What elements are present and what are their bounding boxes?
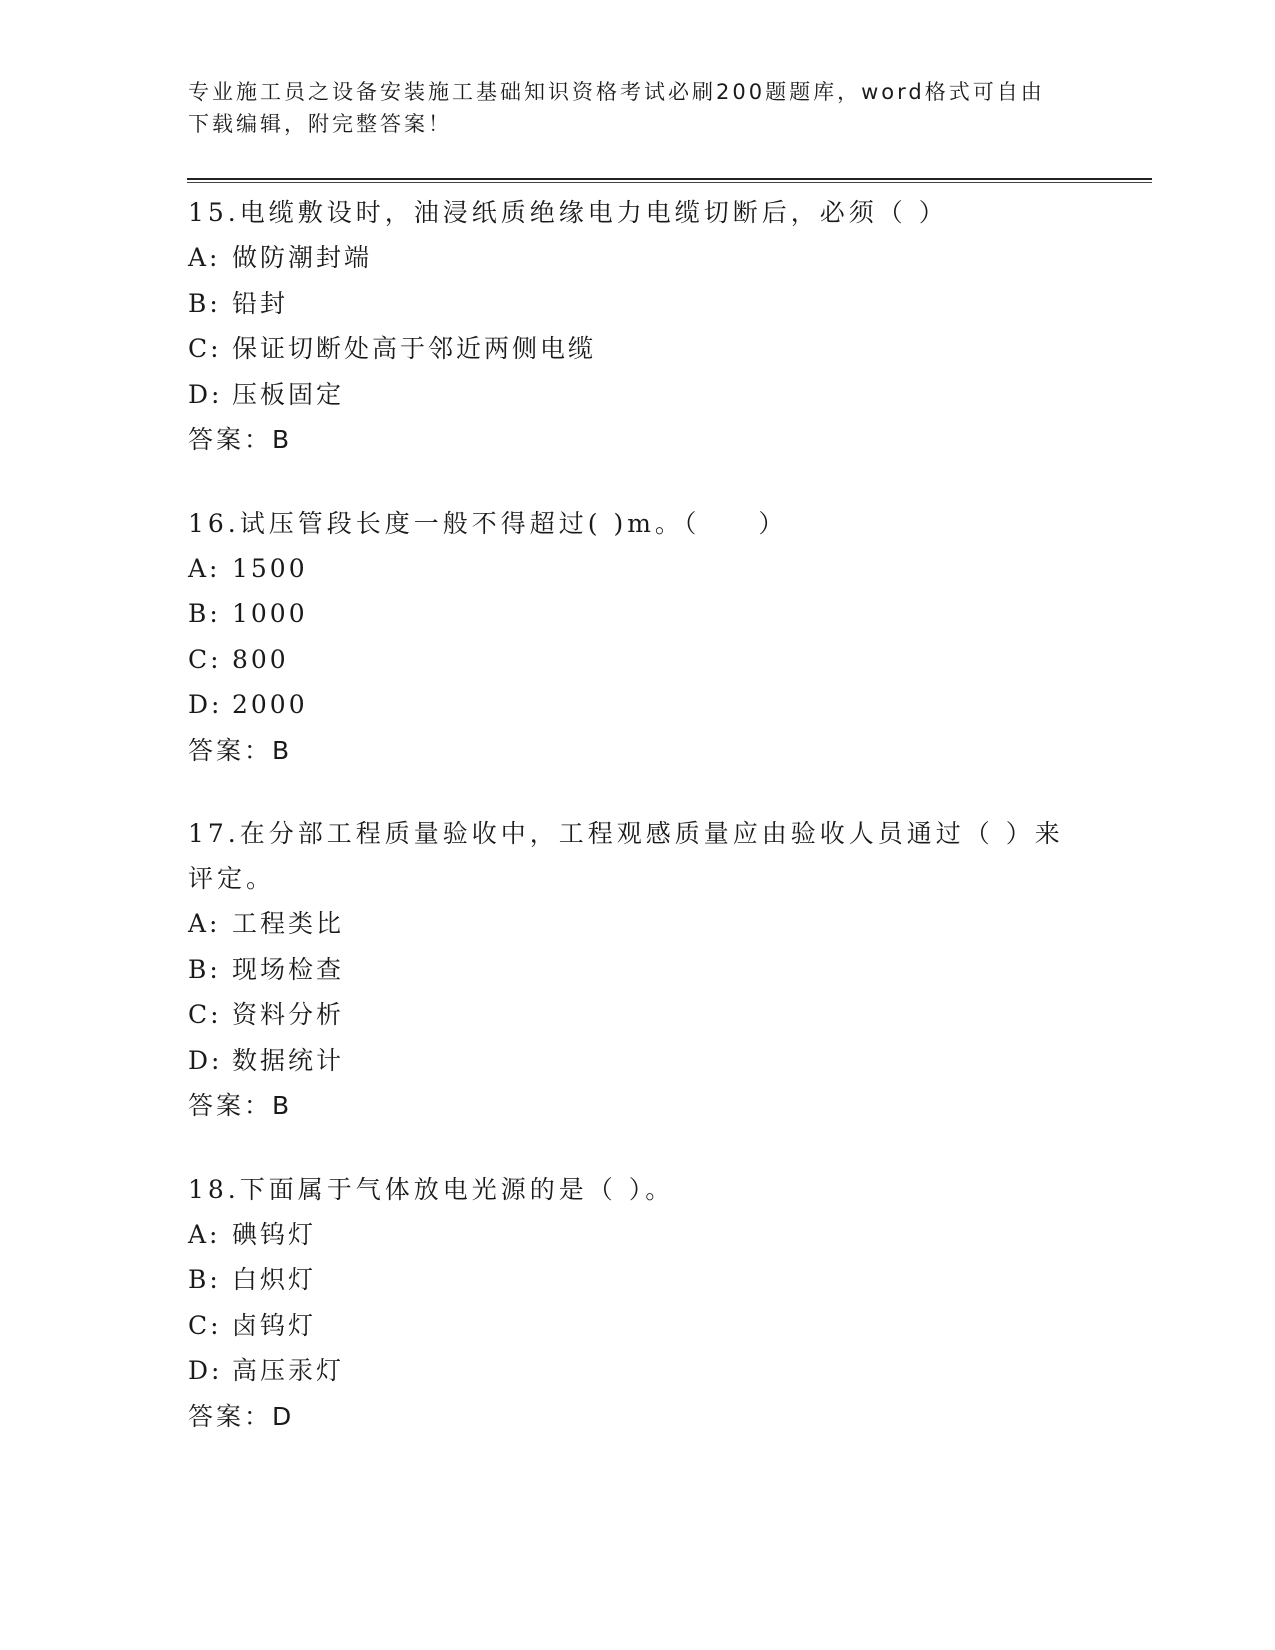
- option-text: 保证切断处高于邻近两侧电缆: [232, 334, 597, 363]
- option-letter: A:: [188, 243, 221, 272]
- answer-line: 答案：D: [188, 1401, 295, 1431]
- question-18: [188, 1167, 1088, 1440]
- option-letter: B:: [188, 599, 221, 628]
- answer-line: 答案：B: [188, 425, 293, 454]
- option-letter: C:: [188, 334, 222, 363]
- option-a: [188, 235, 1088, 281]
- option-letter: C:: [188, 1310, 222, 1340]
- question-text: 17.在分部工程质量验收中，工程观感质量应由验收人员通过（ ）来评定。: [188, 819, 1064, 893]
- header-divider-thick: [187, 178, 1152, 180]
- answer-line: 答案：B: [188, 1091, 293, 1120]
- option-c: [188, 637, 1088, 683]
- option-text: 碘钨灯: [232, 1219, 317, 1249]
- option-a: [188, 1212, 1088, 1258]
- option-letter: A:: [188, 909, 221, 938]
- option-letter: D:: [188, 1356, 223, 1385]
- option-text: 数据统计: [232, 1045, 345, 1075]
- option-text: 铅封: [232, 288, 289, 318]
- option-letter: B:: [188, 1265, 221, 1294]
- option-d: [188, 682, 1088, 728]
- option-text: 1500: [232, 553, 308, 583]
- question-text: 16.试压管段长度一般不得超过( )m。（ ）: [188, 508, 788, 538]
- option-text: 800: [232, 644, 289, 674]
- header-line-1: 专业施工员之设备安装施工基础知识资格考试必刷200题题库，word格式可自由: [188, 80, 1045, 104]
- option-b: [188, 281, 1088, 327]
- option-letter: D:: [188, 690, 223, 719]
- option-b: [188, 1257, 1088, 1303]
- header-line-2: 下载编辑，附完整答案！: [188, 112, 452, 136]
- option-a: [188, 901, 1088, 947]
- option-b: [188, 947, 1088, 993]
- question-text: 18.下面属于气体放电光源的是（ ）。: [188, 1174, 675, 1204]
- option-text: 卤钨灯: [232, 1310, 317, 1340]
- option-letter: D:: [188, 1045, 223, 1075]
- header-divider-thin: [187, 182, 1152, 183]
- option-d: [188, 1038, 1088, 1084]
- option-text: 高压汞灯: [232, 1356, 345, 1385]
- question-16: [188, 501, 1088, 774]
- option-text: 资料分析: [232, 1000, 345, 1029]
- question-17: [188, 811, 1088, 1129]
- option-letter: A:: [188, 553, 221, 583]
- question-list: [188, 190, 1088, 1477]
- option-letter: B:: [188, 288, 221, 318]
- option-text: 做防潮封端: [232, 243, 373, 272]
- option-letter: A:: [188, 1219, 221, 1249]
- option-a: [188, 546, 1088, 592]
- option-text: 压板固定: [232, 379, 345, 409]
- option-d: [188, 1348, 1088, 1394]
- question-15: [188, 190, 1088, 463]
- option-letter: C:: [188, 1000, 222, 1029]
- option-text: 1000: [232, 599, 308, 628]
- option-c: [188, 1303, 1088, 1349]
- option-c: [188, 326, 1088, 372]
- option-text: 白炽灯: [232, 1265, 317, 1294]
- answer-line: 答案：B: [188, 735, 293, 765]
- question-text: 15.电缆敷设时，油浸纸质绝缘电力电缆切断后，必须（ ）: [188, 198, 948, 227]
- option-c: [188, 992, 1088, 1038]
- option-d: [188, 372, 1088, 418]
- option-text: 2000: [232, 690, 308, 719]
- document-header: [188, 76, 1068, 140]
- option-text: 工程类比: [232, 909, 345, 938]
- option-letter: B:: [188, 954, 221, 984]
- option-b: [188, 591, 1088, 637]
- option-text: 现场检查: [232, 954, 345, 984]
- option-letter: C:: [188, 644, 222, 674]
- option-letter: D:: [188, 379, 223, 409]
